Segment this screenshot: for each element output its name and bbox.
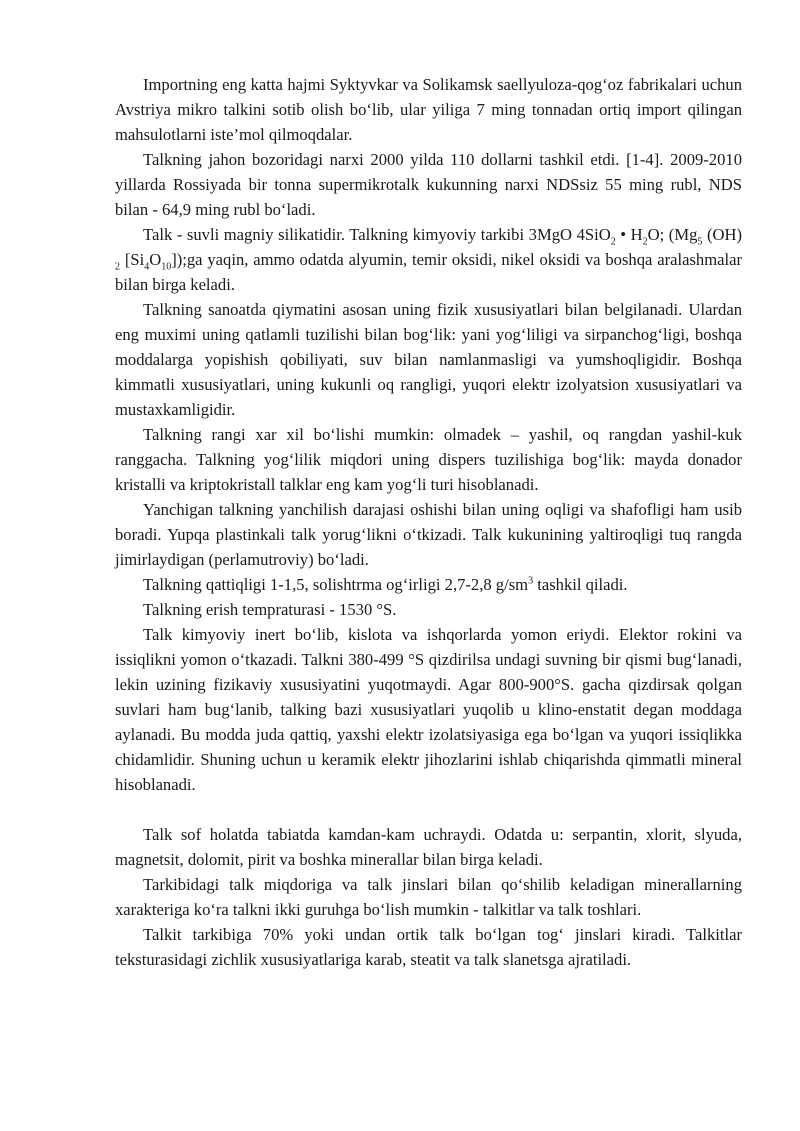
paragraph-text: Importning eng katta hajmi Syktyvkar va Solikamsk saellyuloza-qog‘oz fabrikalari uchun Avstriya mikro talkini sotib olish bo‘lib, ular yiliga 7 ming tonnadan ortiq import qilingan mahsulotlarni iste’mol qilmoqdalar. <box>115 75 742 144</box>
paragraph-text: [Si <box>120 250 145 269</box>
body-paragraph <box>115 147 742 222</box>
subscript: 2 <box>610 236 616 248</box>
paragraph-text: Talk kimyoviy inert bo‘lib, kislota va ishqorlarda yomon eriydi. Elektor rokini va issiqlikni yomon o‘tkazadi. Talkni 380-499 °S qizdirilsa undagi suvning bir qismi bug‘lanadi, lekin uzining fizikaviy xususiyatini yuqotmaydi. Agar 800-900°S. gacha qizdirsak qolgan suvlari ham bug‘lanib, talking bazi xususiyatlari yuqolib u klino-enstatit degan moddaga aylanadi. Bu modda juda qattiq, yaxshi elektr izolatsiyasiga ega bo‘lgan va yuqori issiqlikka chidamlidir. Shuning uchun u keramik elektr jihozlarini ishlab chiqarishda qimmatli mineral hisoblanadi. <box>115 625 742 794</box>
paragraph-text: Talk sof holatda tabiatda kamdan-kam uchraydi. Odatda u: serpantin, xlorit, slyuda, magnetsit, dolomit, pirit va boshka minerallar bilan birga keladi. <box>115 825 742 869</box>
paragraph-text: Talkning qattiqligi 1-1,5, solishtrma og‘irligi 2,7-2,8 g/sm <box>143 575 529 594</box>
body-paragraph <box>115 422 742 497</box>
paragraph-text: • H <box>615 225 643 244</box>
paragraph-text: tashkil qiladi. <box>533 575 628 594</box>
paragraph-text: O <box>149 250 162 269</box>
subscript: 10 <box>161 261 172 273</box>
paragraph-text: Talkning sanoatda qiymatini asosan uning fizik xususiyatlari bilan belgilanadi. Ulardan eng muximi uning qatlamli tuzilishi bilan bog‘lik: yani yog‘liligi va sirpanchog‘ligi, boshqa moddalarga yopishish qobiliyati, suv bilan namlanmasligi va yumshoqligidir. Boshqa kimmatli xususiyatlari, uning kukunli oq rangligi, yuqori elektr izolyatsion xususiyatlari va mustaxkamligidir. <box>115 300 742 419</box>
body-paragraph <box>115 922 742 972</box>
body-paragraph <box>115 622 742 797</box>
body-paragraph <box>115 822 742 872</box>
subscript: 2 <box>642 236 648 248</box>
paragraph-text: Talkning rangi xar xil bo‘lishi mumkin: olmadek – yashil, oq rangdan yashil-kuk ranggacha. Talkning yog‘lilik miqdori uning dispers tuzilishiga bog‘lik: mayda donador kristalli va kriptokristall talklar eng kam yog‘li turi hisoblanadi. <box>115 425 742 494</box>
paragraph-text: Yanchigan talkning yanchilish darajasi oshishi bilan uning oqligi va shafofligi ham usib boradi. Yupqa plastinkali talk yorug‘likni o‘tkizadi. Talk kukunining yaltiroqligi tuq rangda jimirlaydigan (perlamutroviy) bo‘ladi. <box>115 500 742 569</box>
paragraph-text: O; (Mg <box>647 225 698 244</box>
body-paragraph <box>115 572 742 597</box>
subscript: 5 <box>697 236 703 248</box>
paragraph-text: Talk - suvli magniy silikatidir. Talkning kimyoviy tarkibi 3MgO 4SiO <box>143 225 611 244</box>
subscript: 2 <box>115 261 120 273</box>
subscript: 4 <box>144 261 150 273</box>
document-page <box>115 72 742 972</box>
superscript: 3 <box>528 575 534 587</box>
body-paragraph <box>115 222 742 297</box>
paragraph-text: ]);ga yaqin, ammo odatda alyumin, temir oksidi, nikel oksidi va boshqa aralashmalar bilan birga keladi. <box>115 250 742 294</box>
body-paragraph <box>115 872 742 922</box>
paragraph-text: Tarkibidagi talk miqdoriga va talk jinslari bilan qo‘shilib keladigan minerallarning xarakteriga ko‘ra talkni ikki guruhga bo‘lish mumkin - talkitlar va talk toshlari. <box>115 875 742 919</box>
paragraph-text: Talkit tarkibiga 70% yoki undan ortik talk bo‘lgan tog‘ jinslari kiradi. Talkitlar teksturasidagi zichlik xususiyatlariga karab, steatit va talk slanetsga ajratiladi. <box>115 925 742 969</box>
body-paragraph <box>115 297 742 422</box>
body-paragraph <box>115 497 742 572</box>
body-paragraph <box>115 597 742 622</box>
body-paragraph <box>115 72 742 147</box>
paragraph-text: Talkning erish tempraturasi - 1530 °S. <box>143 600 397 619</box>
paragraph-text: Talkning jahon bozoridagi narxi 2000 yilda 110 dollarni tashkil etdi. [1-4]. 2009-2010 yillarda Rossiyada bir tonna supermikrotalk kukunning narxi NDSsiz 55 ming rubl, NDS bilan - 64,9 ming rubl bo‘ladi. <box>115 150 742 219</box>
paragraph-text: (OH) <box>702 225 742 244</box>
